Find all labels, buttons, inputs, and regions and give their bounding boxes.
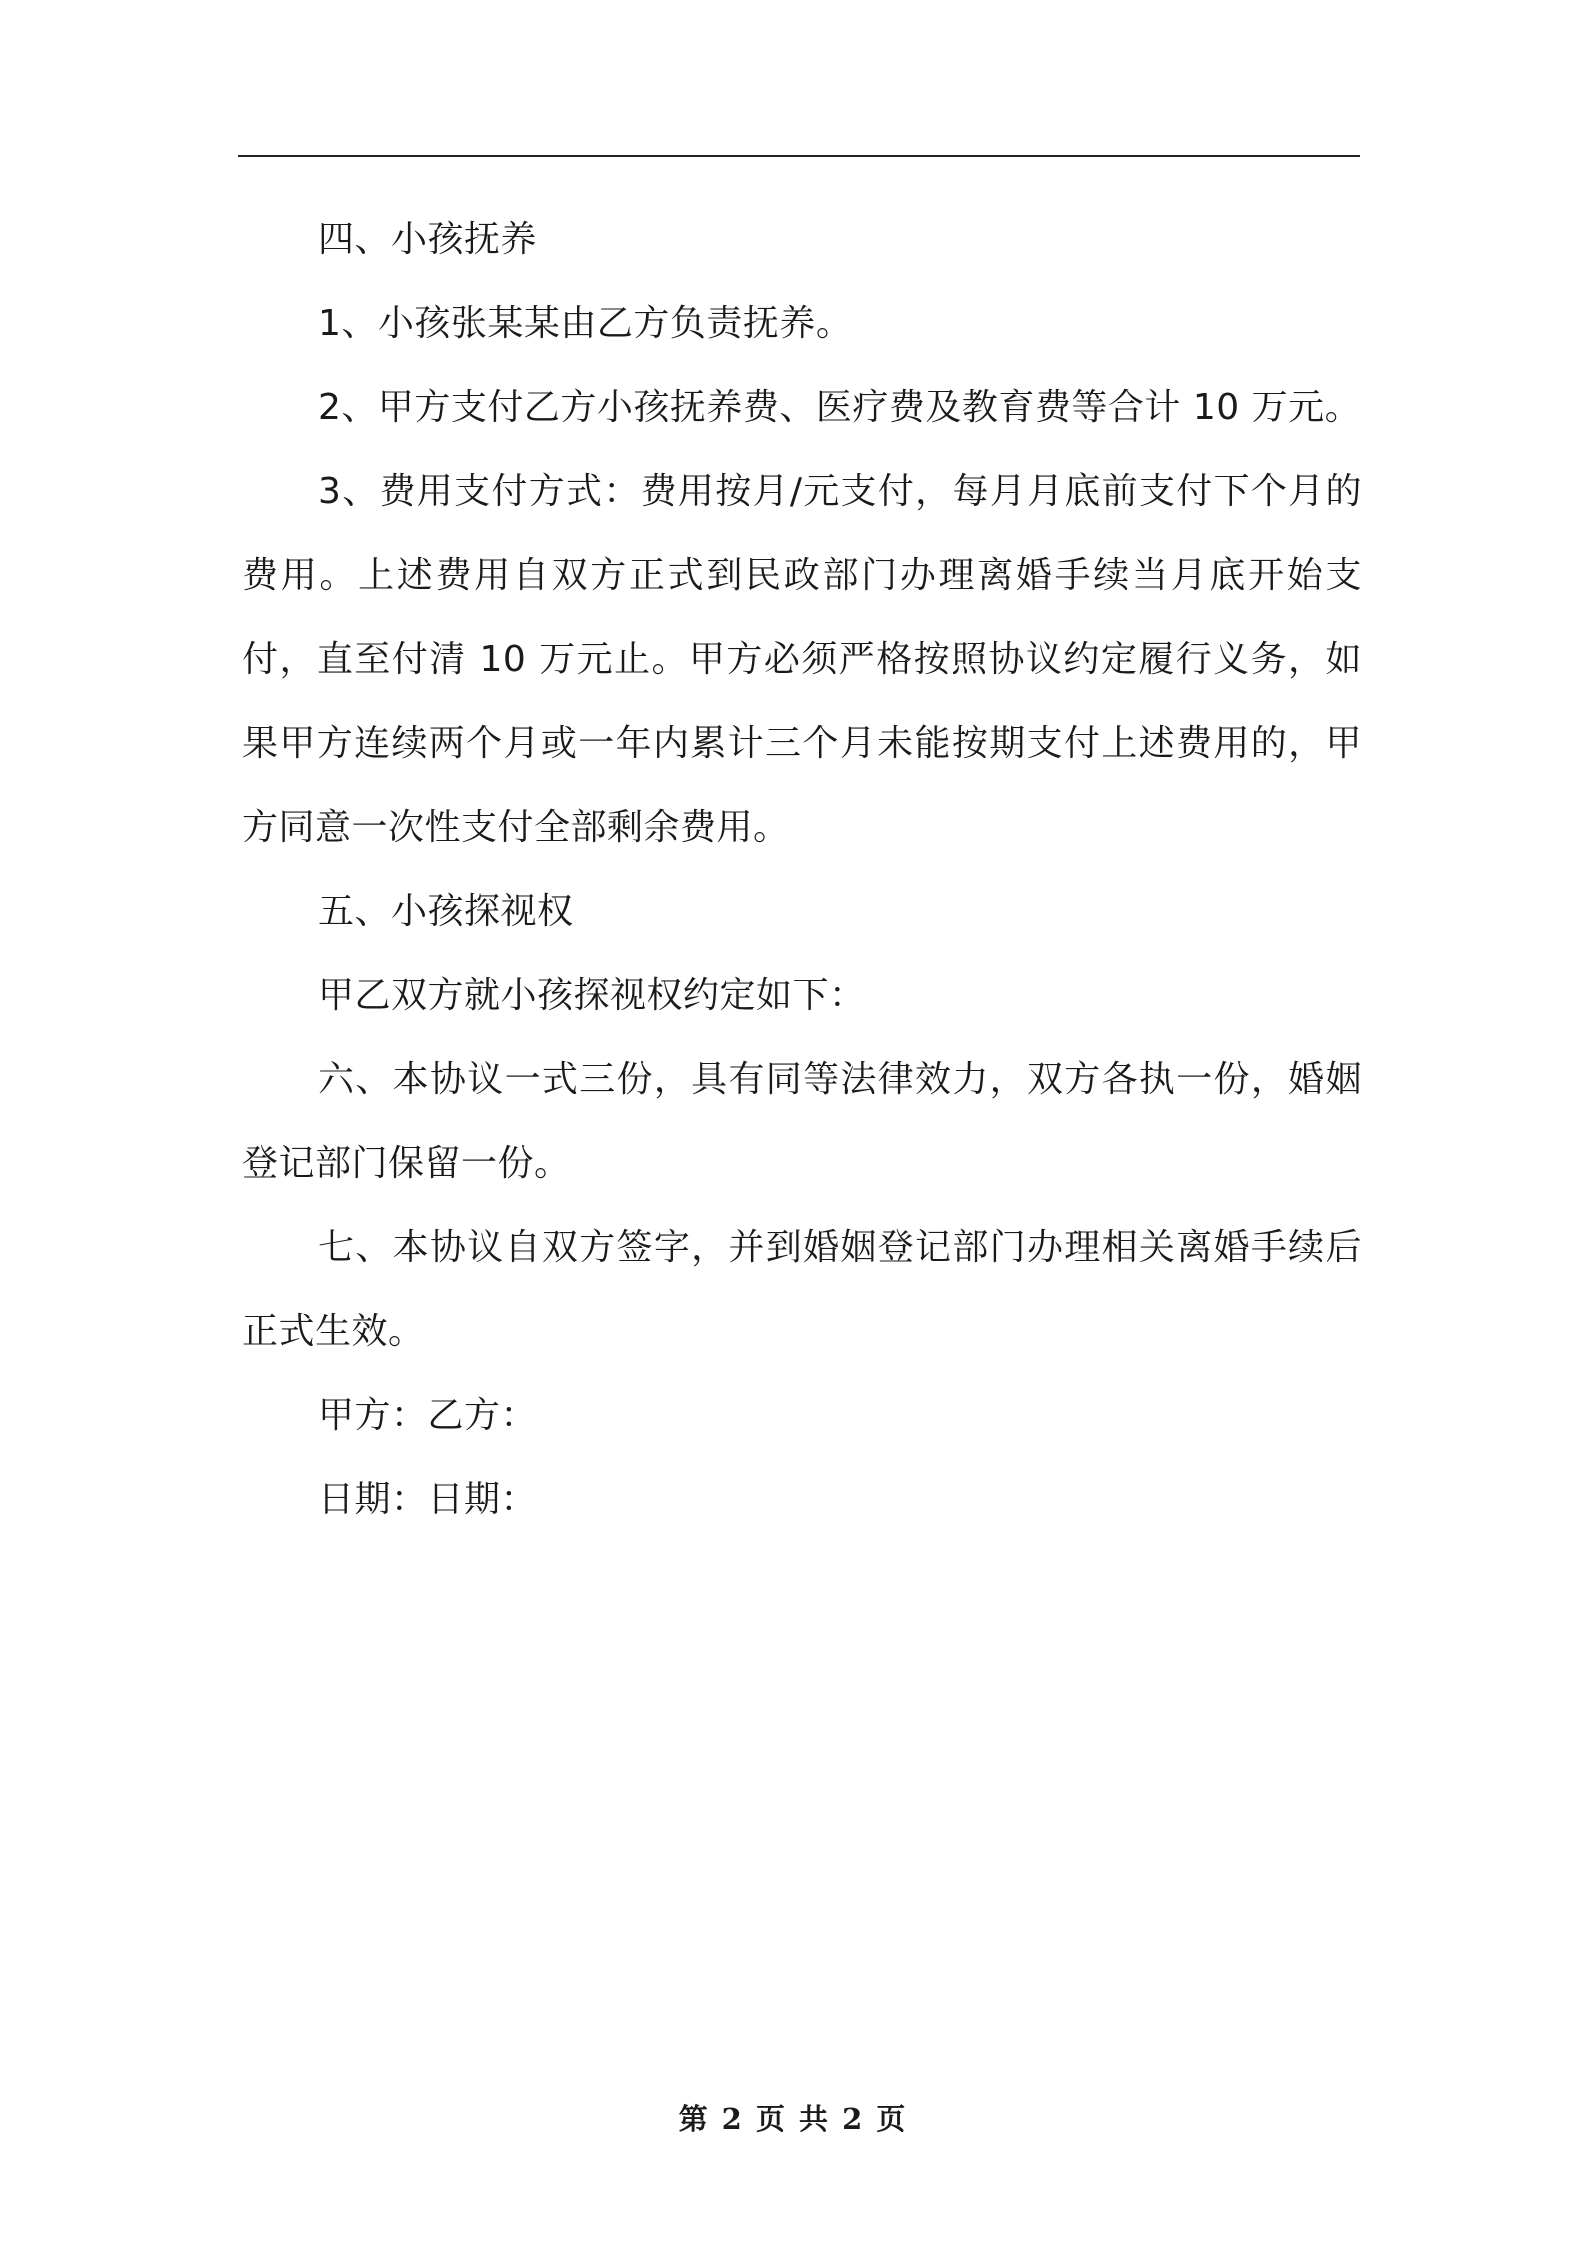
clause-visitation-intro: 甲乙双方就小孩探视权约定如下： [318, 975, 866, 1016]
clause-custody-assignment: 1、小孩张某某由乙方负责抚养。 [318, 303, 853, 344]
clause-support-amount: 2、甲方支付乙方小孩抚养费、医疗费及教育费等合计 10 万元。 [318, 387, 1362, 428]
section-heading-visitation: 五、小孩探视权 [318, 891, 574, 932]
page-number: 第 2 页 共 2 页 [678, 2102, 908, 2136]
section-copies: 六、本协议一式三份，具有同等法律效力，双方各执一份，婚姻登记部门保留一份。 [242, 1059, 1362, 1184]
section-effectiveness: 七、本协议自双方签字，并到婚姻登记部门办理相关离婚手续后正式生效。 [242, 1227, 1362, 1352]
document-body [242, 198, 1362, 1542]
signature-line: 甲方：乙方： [318, 1395, 538, 1436]
date-line: 日期：日期： [318, 1479, 538, 1520]
clause-payment-method: 3、费用支付方式：费用按月/元支付，每月月底前支付下个月的费用。上述费用自双方正式到民政部门办理离婚手续当月底开始支付，直至付清 10 万元止。甲方必须严格按照协议约定履行义务，如果甲方连续两个月或一年内累计三个月未能按期支付上述费用的，甲方同意一次性支付全部剩余费用。 [242, 471, 1362, 848]
section-heading-child-custody: 四、小孩抚养 [318, 219, 538, 260]
header-divider [238, 155, 1360, 157]
